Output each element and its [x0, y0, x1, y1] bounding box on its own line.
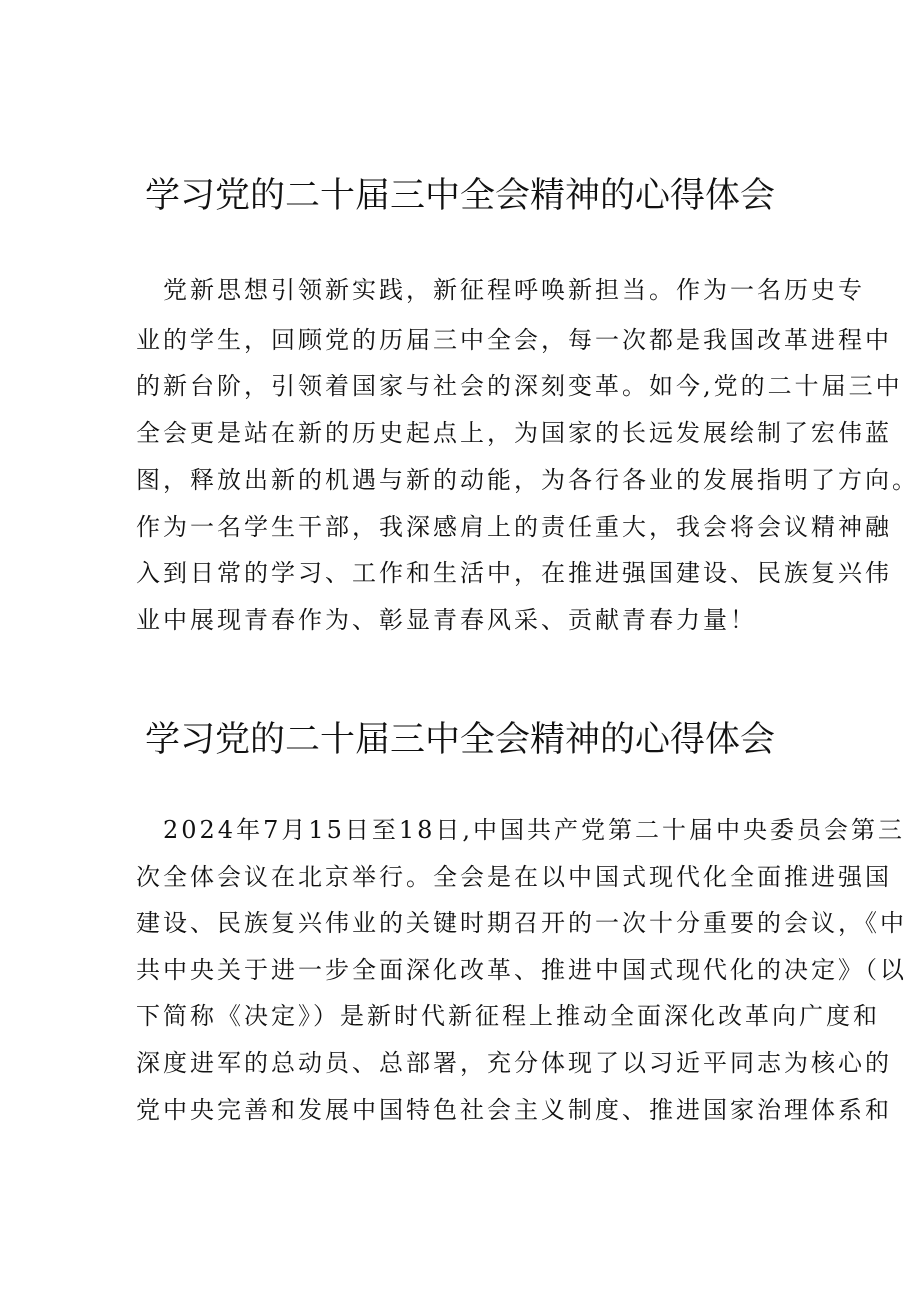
paragraph-line: 次全体会议在北京举行。全会是在以中国式现代化全面推进强国: [136, 863, 892, 891]
paragraph-line: 作为一名学生干部，我深感肩上的责任重大，我会将会议精神融: [136, 513, 892, 541]
paragraph-line: 共中央关于进一步全面深化改革、推进中国式现代化的决定》（以: [136, 956, 907, 984]
paragraph-line: 深度进军的总动员、总部署，充分体现了以习近平同志为核心的: [136, 1049, 892, 1077]
paragraph-line: 业中展现青春作为、彰显青春风采、贡献青春力量！: [136, 606, 757, 634]
paragraph-line: 2024年7月15日至18日,中国共产党第二十届中央委员会第三: [136, 816, 906, 844]
paragraph-line: 党新思想引领新实践，新征程呼唤新担当。作为一名历史专: [136, 276, 865, 304]
paragraph-line: 下简称《决定》）是新时代新征程上推动全面深化改革向广度和: [136, 1002, 880, 1030]
paragraph-line: 业的学生，回顾党的历届三中全会，每一次都是我国改革进程中: [136, 326, 892, 354]
paragraph-line: 建设、民族复兴伟业的关键时期召开的一次十分重要的会议，《中: [136, 909, 907, 937]
paragraph-line: 党中央完善和发展中国特色社会主义制度、推进国家治理体系和: [136, 1096, 892, 1124]
paragraph-line: 图，释放出新的机遇与新的动能，为各行各业的发展指明了方向。: [136, 466, 919, 494]
paragraph-line: 入到日常的学习、工作和生活中，在推进强国建设、民族复兴伟: [136, 559, 892, 587]
paragraph-line: 的新台阶，引领着国家与社会的深刻变革。如今,党的二十届三中: [136, 372, 903, 400]
paragraph-line: 全会更是站在新的历史起点上，为国家的长远发展绘制了宏伟蓝: [136, 419, 892, 447]
section-2-title: 学习党的二十届三中全会精神的心得体会: [144, 720, 775, 760]
section-1-title: 学习党的二十届三中全会精神的心得体会: [144, 176, 775, 216]
